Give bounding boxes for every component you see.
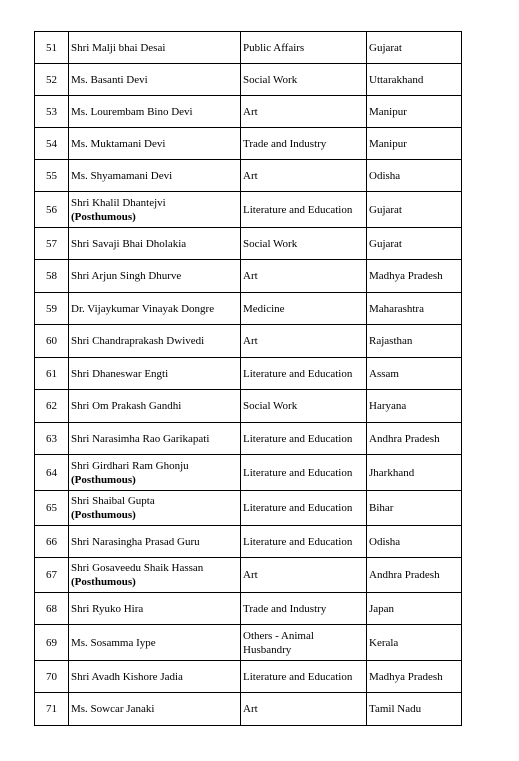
awardee-name-text: Ms. Lourembam Bino Devi: [71, 105, 193, 118]
serial-number: 71: [35, 693, 69, 726]
posthumous-label: (Posthumous): [71, 509, 136, 521]
award-field: Literature and Education: [241, 491, 367, 526]
awardee-name-text: Dr. Vijaykumar Vinayak Dongre: [71, 302, 215, 315]
awardee-name: [69, 423, 241, 455]
table-row: [35, 293, 462, 325]
awardee-name: [69, 96, 241, 128]
awardee-name: [69, 293, 241, 325]
table-row: [35, 593, 462, 625]
table-row: [35, 325, 462, 358]
table-row: [35, 423, 462, 455]
award-field: Trade and Industry: [241, 593, 367, 625]
award-state: Odisha: [367, 526, 462, 558]
awardee-name-text: Shri Narasingha Prasad Guru: [71, 535, 200, 548]
award-field: Art: [241, 325, 367, 358]
awardee-name: [69, 192, 241, 228]
award-field: Social Work: [241, 64, 367, 96]
table-row: [35, 260, 462, 293]
serial-number: 53: [35, 96, 69, 128]
table-row: [35, 160, 462, 192]
serial-number: 68: [35, 593, 69, 625]
award-state: Gujarat: [367, 228, 462, 260]
awardee-name: [69, 526, 241, 558]
posthumous-label: (Posthumous): [71, 473, 136, 486]
award-state: Odisha: [367, 160, 462, 192]
awardee-name: [69, 358, 241, 390]
awardee-name-text: Shri Avadh Kishore Jadia: [71, 670, 183, 683]
table-row: [35, 32, 462, 64]
awardee-name-text: Shri Khalil Dhantejvi: [71, 196, 166, 209]
table-row: [35, 228, 462, 260]
awardee-name-text: Shri Arjun Singh Dhurve: [71, 270, 182, 282]
awardee-name: [69, 693, 241, 726]
award-field: Social Work: [241, 390, 367, 423]
award-state: Madhya Pradesh: [367, 661, 462, 693]
awardee-name-text: Ms. Basanti Devi: [71, 73, 148, 86]
table-row: [35, 192, 462, 228]
award-field: Literature and Education: [241, 423, 367, 455]
award-field: Art: [241, 558, 367, 593]
table-row: [35, 64, 462, 96]
award-field: Literature and Education: [241, 455, 367, 491]
awardee-name: [69, 64, 241, 96]
award-field: Literature and Education: [241, 661, 367, 693]
award-state: Bihar: [367, 491, 462, 526]
awardee-name: [69, 593, 241, 625]
table-row: [35, 526, 462, 558]
awardee-name-text: Ms. Shyamamani Devi: [71, 169, 173, 182]
table-row: [35, 558, 462, 593]
awardee-name: [69, 455, 241, 491]
serial-number: 58: [35, 260, 69, 293]
awardee-name-text: Shri Chandraprakash Dwivedi: [71, 335, 205, 347]
table-row: [35, 128, 462, 160]
serial-number: 52: [35, 64, 69, 96]
awardee-name-text: Shri Girdhari Ram Ghonju: [71, 459, 189, 472]
award-state: Manipur: [367, 128, 462, 160]
serial-number: 67: [35, 558, 69, 593]
serial-number: 70: [35, 661, 69, 693]
award-field: Art: [241, 96, 367, 128]
awardee-name-text: Shri Ryuko Hira: [71, 602, 144, 615]
table-row: [35, 390, 462, 423]
award-state: Andhra Pradesh: [367, 558, 462, 593]
serial-number: 51: [35, 32, 69, 64]
serial-number: 63: [35, 423, 69, 455]
award-field: Others - Animal Husbandry: [241, 625, 367, 661]
award-state: Madhya Pradesh: [367, 260, 462, 293]
awardee-name-text: Ms. Sowcar Janaki: [71, 703, 155, 715]
awardees-table-body: [35, 32, 462, 726]
posthumous-label: (Posthumous): [71, 576, 136, 588]
awardee-name: [69, 491, 241, 526]
serial-number: 61: [35, 358, 69, 390]
award-state: Japan: [367, 593, 462, 625]
serial-number: 65: [35, 491, 69, 526]
award-state: Assam: [367, 358, 462, 390]
table-row: [35, 491, 462, 526]
award-field: Art: [241, 160, 367, 192]
serial-number: 59: [35, 293, 69, 325]
award-state: Jharkhand: [367, 455, 462, 491]
award-field: Social Work: [241, 228, 367, 260]
awardee-name: [69, 390, 241, 423]
award-field: Art: [241, 260, 367, 293]
awardee-name-text: Shri Gosaveedu Shaik Hassan: [71, 562, 204, 574]
awardee-name: [69, 260, 241, 293]
awardee-name-text: Shri Narasimha Rao Garikapati: [71, 432, 210, 445]
serial-number: 64: [35, 455, 69, 491]
awardee-name: [69, 325, 241, 358]
awardee-name: [69, 625, 241, 661]
award-state: Maharashtra: [367, 293, 462, 325]
award-state: Gujarat: [367, 32, 462, 64]
awardee-name: [69, 661, 241, 693]
table-row: [35, 661, 462, 693]
award-field: Literature and Education: [241, 192, 367, 228]
award-state: Haryana: [367, 390, 462, 423]
award-field: Art: [241, 693, 367, 726]
awardee-name: [69, 32, 241, 64]
serial-number: 62: [35, 390, 69, 423]
award-field: Literature and Education: [241, 526, 367, 558]
awardee-name: [69, 558, 241, 593]
award-state: Andhra Pradesh: [367, 423, 462, 455]
award-field: Medicine: [241, 293, 367, 325]
serial-number: 54: [35, 128, 69, 160]
awardee-name-text: Shri Malji bhai Desai: [71, 41, 166, 54]
award-state: Uttarakhand: [367, 64, 462, 96]
serial-number: 56: [35, 192, 69, 228]
awardee-name-text: Ms. Muktamani Devi: [71, 137, 166, 150]
award-state: Gujarat: [367, 192, 462, 228]
awardee-name: [69, 228, 241, 260]
serial-number: 69: [35, 625, 69, 661]
serial-number: 55: [35, 160, 69, 192]
awardee-name-text: Shri Shaibal Gupta: [71, 495, 155, 507]
table-row: [35, 693, 462, 726]
award-field: Public Affairs: [241, 32, 367, 64]
award-state: Rajasthan: [367, 325, 462, 358]
posthumous-label: (Posthumous): [71, 210, 136, 223]
awardee-name-text: Shri Om Prakash Gandhi: [71, 400, 182, 412]
table-row: [35, 625, 462, 661]
award-field: Literature and Education: [241, 358, 367, 390]
awardee-name-text: Shri Dhaneswar Engti: [71, 367, 169, 380]
award-state: Kerala: [367, 625, 462, 661]
table-row: [35, 358, 462, 390]
serial-number: 57: [35, 228, 69, 260]
award-state: Tamil Nadu: [367, 693, 462, 726]
table-row: [35, 455, 462, 491]
awardee-name-text: Shri Savaji Bhai Dholakia: [71, 237, 187, 250]
awardee-name: [69, 128, 241, 160]
serial-number: 60: [35, 325, 69, 358]
award-field: Trade and Industry: [241, 128, 367, 160]
serial-number: 66: [35, 526, 69, 558]
awardee-name-text: Ms. Sosamma Iype: [71, 636, 156, 649]
awardee-name: [69, 160, 241, 192]
table-row: [35, 96, 462, 128]
awardees-table: [34, 31, 462, 726]
award-state: Manipur: [367, 96, 462, 128]
